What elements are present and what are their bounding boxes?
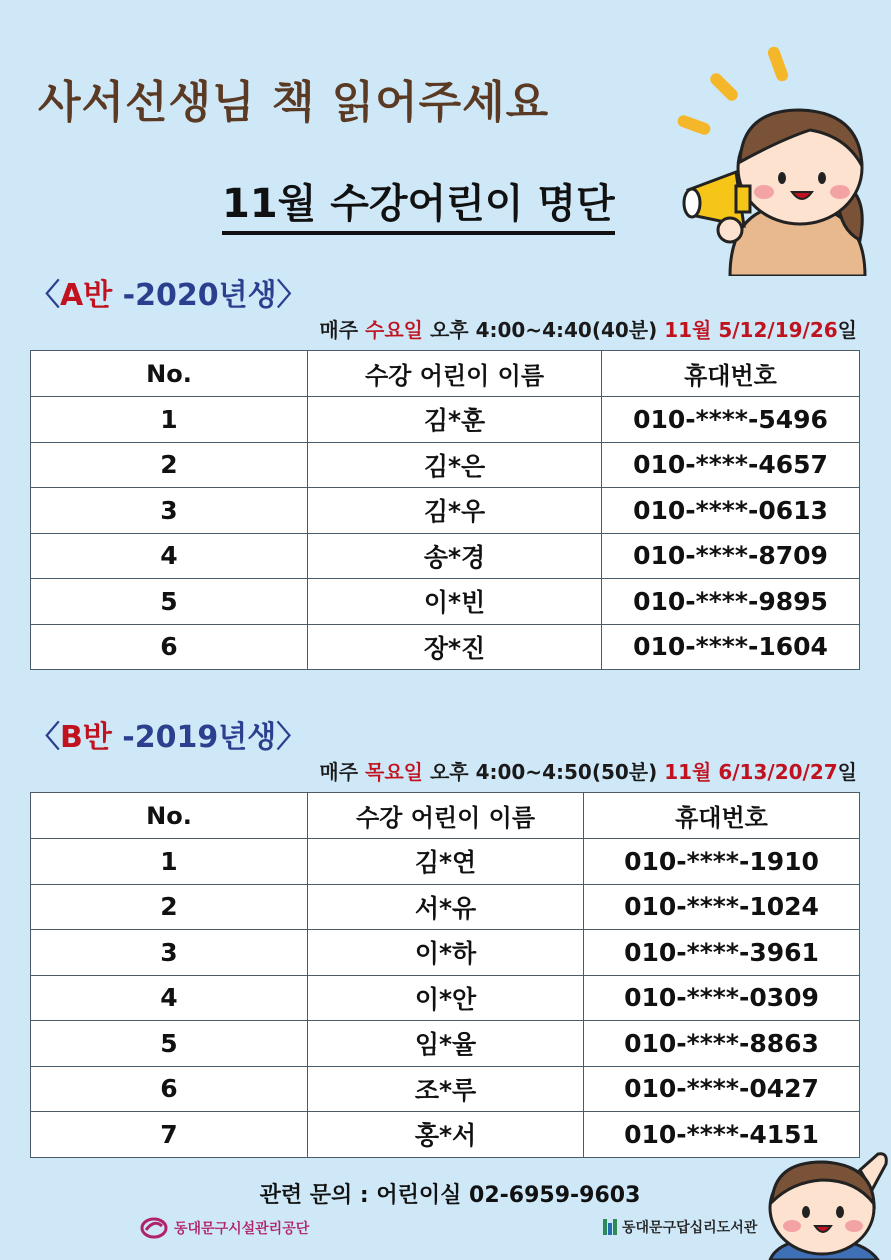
row-name: 송*경	[308, 533, 602, 579]
class-a-heading	[30, 270, 307, 314]
heading-open-bracket: 〈	[30, 720, 60, 755]
table-row	[31, 488, 860, 534]
table-row	[31, 579, 860, 625]
row-name: 김*연	[308, 839, 584, 885]
row-no: 6	[31, 1066, 308, 1112]
row-no: 5	[31, 1021, 308, 1067]
class-b-label: B반	[60, 720, 112, 755]
row-phone: 010-****-8863	[584, 1021, 860, 1067]
schedule-suffix: 일	[837, 318, 857, 342]
class-a-label: A반	[60, 278, 113, 313]
table-row	[31, 533, 860, 579]
schedule-time: 오후 4:00~4:40(40분)	[423, 318, 665, 342]
page-subtitle: 11월 수강어린이 명단	[222, 172, 615, 235]
class-a-year: -2020년생	[112, 278, 277, 313]
row-no: 5	[31, 579, 308, 625]
facility-logo	[140, 1217, 309, 1239]
table-row	[31, 397, 860, 443]
row-no: 3	[31, 488, 308, 534]
ray-icon	[708, 71, 741, 104]
facility-logo-icon	[140, 1217, 168, 1239]
row-phone: 010-****-1910	[584, 839, 860, 885]
table-row	[31, 1021, 860, 1067]
header-phone: 휴대번호	[602, 351, 860, 397]
row-phone: 010-****-4151	[584, 1112, 860, 1158]
schedule-suffix: 일	[837, 760, 857, 784]
row-no: 4	[31, 533, 308, 579]
class-a-schedule	[319, 314, 857, 343]
table-row	[31, 1112, 860, 1158]
row-name: 홍*서	[308, 1112, 584, 1158]
facility-logo-text: 동대문구시설관리공단	[174, 1221, 310, 1237]
table-row	[31, 624, 860, 670]
library-logo-icon	[602, 1217, 618, 1237]
class-a-roster-table	[30, 350, 860, 670]
page-title: 사서선생님 책 읽어주세요	[38, 77, 550, 128]
schedule-prefix: 매주	[319, 318, 366, 342]
row-no: 3	[31, 930, 308, 976]
row-phone: 010-****-0613	[602, 488, 860, 534]
row-name: 서*유	[308, 884, 584, 930]
row-name: 장*진	[308, 624, 602, 670]
row-phone: 010-****-1604	[602, 624, 860, 670]
class-b-heading	[30, 712, 306, 756]
schedule-day: 수요일	[365, 318, 423, 342]
table-header-row	[31, 351, 860, 397]
class-b-roster-table	[30, 792, 860, 1158]
row-name: 김*우	[308, 488, 602, 534]
heading-close-bracket: 〉	[276, 720, 307, 755]
heading-close-bracket: 〉	[276, 278, 307, 313]
row-phone: 010-****-4657	[602, 442, 860, 488]
table-row	[31, 975, 860, 1021]
table-row	[31, 930, 860, 976]
schedule-time: 오후 4:00~4:50(50분)	[423, 760, 665, 784]
row-no: 4	[31, 975, 308, 1021]
row-phone: 010-****-8709	[602, 533, 860, 579]
row-phone: 010-****-1024	[584, 884, 860, 930]
table-row	[31, 884, 860, 930]
row-phone: 010-****-0309	[584, 975, 860, 1021]
table-header-row	[31, 793, 860, 839]
row-phone: 010-****-0427	[584, 1066, 860, 1112]
row-no: 6	[31, 624, 308, 670]
table-row	[31, 839, 860, 885]
table-row	[31, 1066, 860, 1112]
row-name: 이*안	[308, 975, 584, 1021]
header-name: 수강 어린이 이름	[308, 793, 584, 839]
megaphone-girl-illustration	[660, 40, 870, 276]
row-no: 1	[31, 397, 308, 443]
ray-icon	[676, 114, 712, 137]
header-no: No.	[31, 351, 308, 397]
schedule-prefix: 매주	[319, 760, 366, 784]
row-name: 이*빈	[308, 579, 602, 625]
ray-icon	[766, 45, 790, 83]
schedule-dates: 11월 6/13/20/27	[664, 760, 838, 784]
row-name: 김*은	[308, 442, 602, 488]
schedule-dates: 11월 5/12/19/26	[664, 318, 838, 342]
header-name: 수강 어린이 이름	[308, 351, 602, 397]
row-no: 2	[31, 442, 308, 488]
waving-child-illustration	[760, 1150, 891, 1260]
header-no: No.	[31, 793, 308, 839]
class-b-year: -2019년생	[111, 720, 277, 755]
heading-open-bracket: 〈	[30, 278, 60, 313]
class-b-schedule	[319, 756, 857, 785]
schedule-day: 목요일	[365, 760, 423, 784]
row-phone: 010-****-5496	[602, 397, 860, 443]
row-no: 7	[31, 1112, 308, 1158]
library-logo-text: 동대문구답십리도서관	[622, 1220, 758, 1236]
library-logo	[602, 1217, 757, 1237]
table-row	[31, 442, 860, 488]
row-phone: 010-****-3961	[584, 930, 860, 976]
header-phone: 휴대번호	[584, 793, 860, 839]
contact-info: 관련 문의 : 어린이실 02-6959-9603	[259, 1183, 641, 1208]
row-no: 2	[31, 884, 308, 930]
row-name: 조*루	[308, 1066, 584, 1112]
row-name: 임*율	[308, 1021, 584, 1067]
row-no: 1	[31, 839, 308, 885]
row-name: 이*하	[308, 930, 584, 976]
row-phone: 010-****-9895	[602, 579, 860, 625]
row-name: 김*훈	[308, 397, 602, 443]
